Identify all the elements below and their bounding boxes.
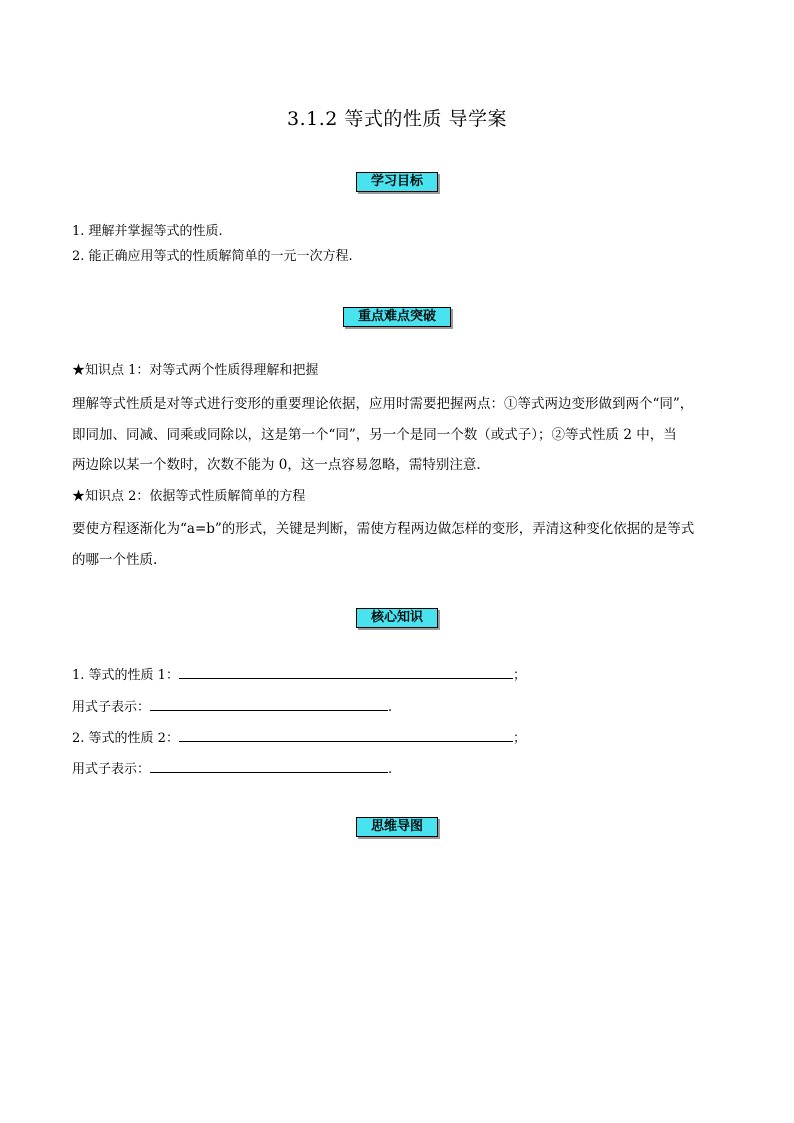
key-points-header-badge: 重点难点突破 (343, 307, 451, 327)
goal-item-2: 2. 能正确应用等式的性质解简单的一元一次方程. (72, 249, 353, 264)
core-section-header (0, 606, 794, 628)
expression-2-row (72, 758, 392, 780)
paragraph-line: 的哪一个性质. (72, 551, 158, 568)
paragraph-line: 理解等式性质是对等式进行变形的重要理论依据，应用时需要把握两点：①等式两边变形做到两个“同”， (72, 396, 694, 412)
knowledge-point-1-title: ★知识点 1：对等式两个性质得理解和把握 (72, 363, 319, 378)
property-2-blank[interactable] (179, 727, 513, 742)
expression-1-row (72, 696, 392, 718)
knowledge-point-2-body (72, 514, 724, 575)
mindmap-header-badge: 思维导图 (356, 817, 438, 837)
property-1-label: 1. 等式的性质 1： (72, 668, 179, 683)
paragraph-line: 要使方程逐渐化为“a=b”的形式，关键是判断，需使方程两边做怎样的变形，弄清这种变化依据的是等式 (72, 521, 695, 537)
expression-2-blank[interactable] (150, 758, 388, 773)
knowledge-point-1-body (72, 389, 724, 481)
paragraph-line: 即同加、同减、同乘或同除以，这是第一个“同”，另一个是同一个数（或式子）；②等式性质 2 中，当 (72, 426, 677, 443)
goals-section-header (0, 170, 794, 192)
expression-1-end: . (388, 700, 393, 715)
property-2-end: ； (512, 731, 526, 746)
property-1-end: ； (512, 668, 526, 683)
expression-2-label: 用式子表示： (72, 762, 151, 777)
property-1-row (72, 664, 526, 686)
expression-2-end: . (388, 762, 393, 777)
core-header-badge: 核心知识 (356, 608, 438, 628)
key-points-section-header (0, 305, 794, 327)
paragraph-line: 两边除以某一个数时，次数不能为 0，这一点容易忽略，需特别注意. (72, 457, 481, 473)
property-1-blank[interactable] (179, 664, 513, 679)
expression-1-blank[interactable] (150, 696, 388, 711)
goal-item-1: 1. 理解并掌握等式的性质. (72, 224, 223, 239)
knowledge-point-2-title: ★知识点 2：依据等式性质解简单的方程 (72, 489, 306, 504)
property-2-row (72, 727, 526, 749)
expression-1-label: 用式子表示： (72, 700, 151, 715)
goals-header-badge: 学习目标 (356, 172, 438, 192)
page-title: 3.1.2 等式的性质 导学案 (287, 108, 507, 130)
mindmap-section-header (0, 815, 794, 837)
property-2-label: 2. 等式的性质 2： (72, 731, 179, 746)
